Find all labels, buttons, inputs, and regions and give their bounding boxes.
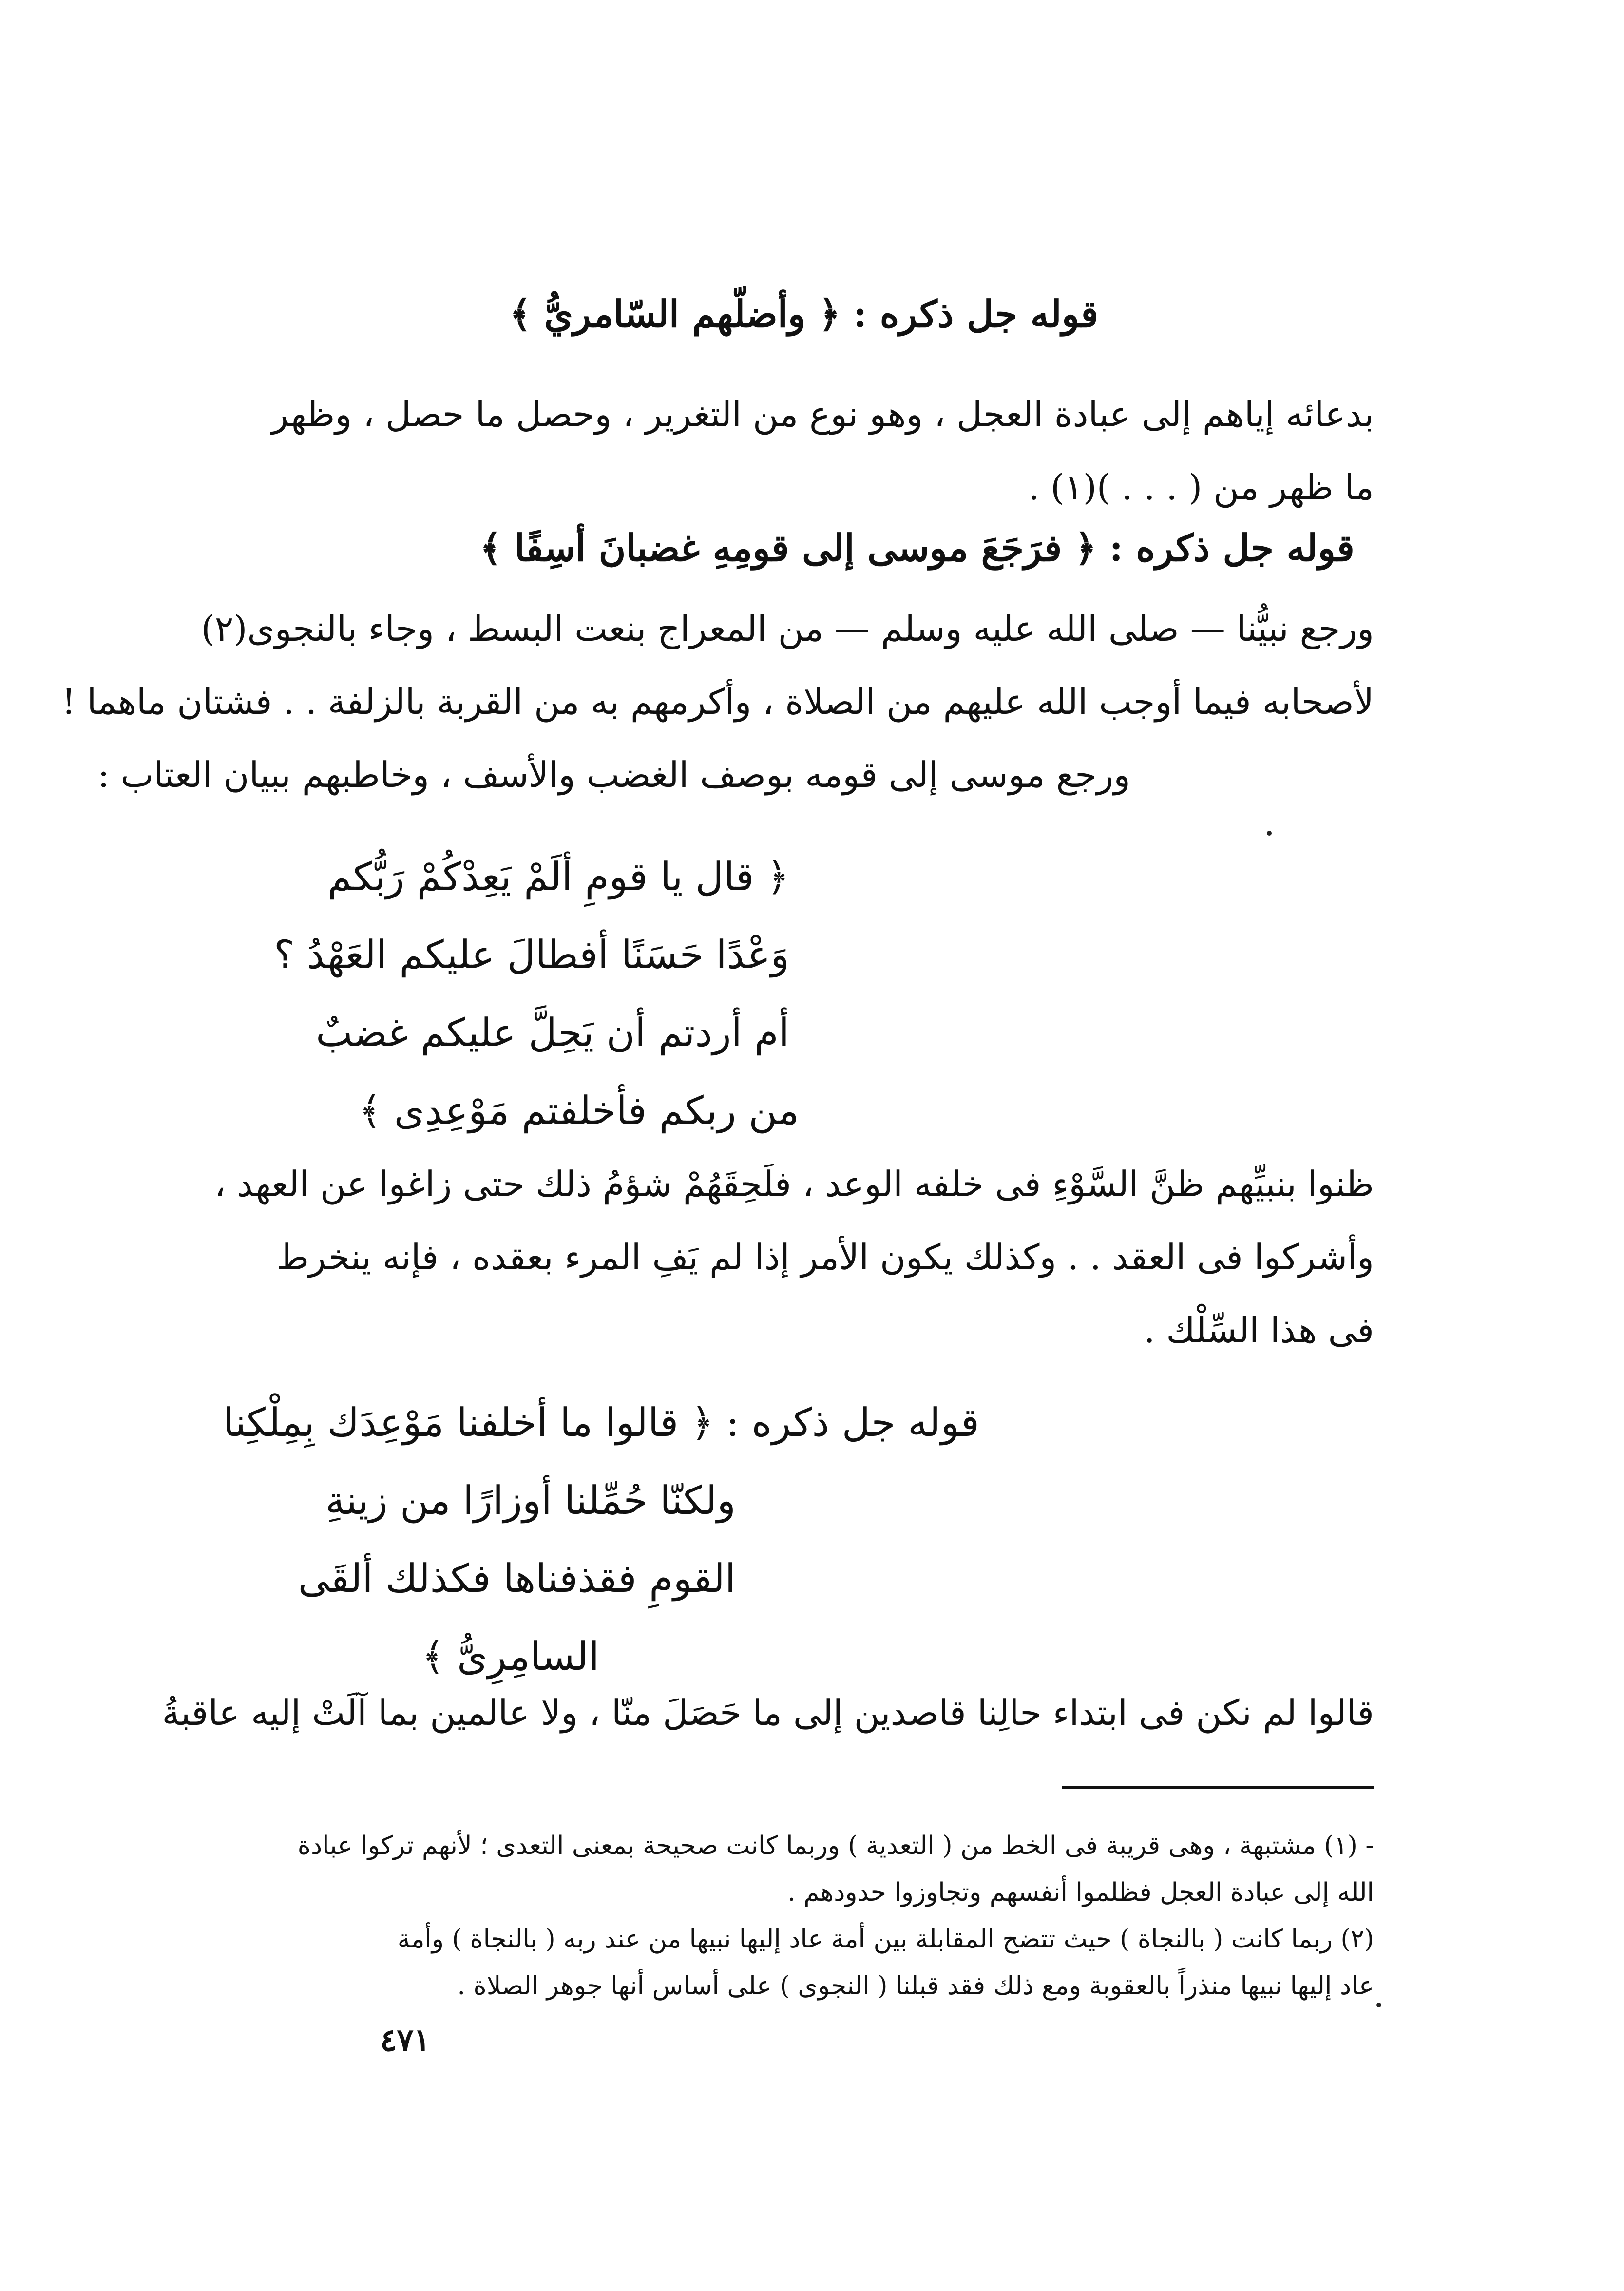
footnote-line-3: (٢) ربما كانت ( بالنجاة ) حيث تتضح المقابلة بين أمة عاد إليها نبيها من عند ربه ( بالنجاة ) وأمة (397, 1925, 1374, 1954)
paragraph-1 (271, 378, 1374, 524)
paragraph-3-line-1: ظنوا بنبيِّهم ظنَّ السَّوْءِ فى خلفه الوعد ، فلَحِقَهُمْ شؤمُ ذلك حتى زاغوا عن العهد ، (214, 1164, 1374, 1204)
paragraph-2-line-3: ورجع موسى إلى قومه بوصف الغضب والأسف ، وخاطبهم ببيان العتاب : (97, 754, 1130, 795)
paragraph-1-line-2: ما ظهر من ( . . . )(١) . (1028, 467, 1374, 508)
verse-1-line-2: وَعْدًا حَسَنًا أفطالَ عليكم العَهْدُ ؟ (274, 932, 789, 977)
footnote-line-2: الله إلى عبادة العجل فظلموا أنفسهم وتجاوزوا حدودهم . (787, 1878, 1374, 1907)
verse-heading-1: قوله جل ذكره : ﴿ وأضلّهم السّامريُّ ﴾ (509, 292, 1099, 336)
paragraph-3 (214, 1147, 1374, 1367)
page-number: ٤٧١ (380, 2022, 431, 2059)
paragraph-2-line-1: ورجع نبيُّنا — صلى الله عليه وسلم — من المعراج بنعت البسط ، وجاء بالنجوى(٢) (201, 608, 1374, 649)
verse-2-line-1: ولكنّا حُمِّلنا أوزارًا من زينةِ (325, 1478, 736, 1523)
scan-speck (1376, 2003, 1381, 2007)
verse-1-line-3: أم أردتم أن يَحِلَّ عليكم غضبٌ (316, 1010, 789, 1055)
paragraph-4-line-1: قالوا لم نكن فى ابتداء حالِنا قاصدين إلى ما حَصَلَ منّا ، ولا عالمين بما آلَتْ إليه عاقبةُ (162, 1692, 1374, 1733)
verse-1-line-1: ﴿ قال يا قومِ ألَمْ يَعِدْكُمْ رَبُّكم (327, 854, 789, 899)
footnote-line-4: عاد إليها نبيها منذراً بالعقوبة ومع ذلك فقد قبلنا ( النجوى ) على أساس أنها جوهر الصلاة . (457, 1971, 1374, 2001)
footnote-divider (1062, 1786, 1374, 1789)
paragraph-2-line-2: لأصحابه فيما أوجب الله عليهم من الصلاة ، وأكرمهم به من القربة بالزلفة . . فشتان ماهما ! (61, 681, 1374, 722)
paragraph-2 (61, 592, 1374, 811)
quran-verse-1 (274, 838, 1413, 1150)
paragraph-3-line-3: فى هذا السِّلْك . (1144, 1310, 1374, 1351)
verse-1-line-4: من ربكم فأخلفتم مَوْعِدِى ﴾ (359, 1088, 799, 1133)
paragraph-3-line-2: وأشركوا فى العقد . . وكذلك يكون الأمر إذا لم يَفِ المرء بعقده ، فإنه ينخرط (276, 1237, 1374, 1278)
verse-heading-2: قوله جل ذكره : ﴿ فرَجَعَ موسى إلى قومِهِ غضبانَ أسِفًا ﴾ (479, 526, 1355, 570)
paragraph-1-line-1: بدعائه إياهم إلى عبادة العجل ، وهو نوع من التغرير ، وحصل ما حصل ، وظهر (271, 394, 1374, 435)
footnote-line-1: - (١) مشتبهة ، وهى قريبة فى الخط من ( التعدية ) وربما كانت صحيحة بمعنى التعدى ؛ لأنهم تركوا عبادة (297, 1831, 1374, 1860)
scan-speck (1267, 831, 1272, 836)
quran-verse-2 (298, 1462, 736, 1696)
paragraph-4 (162, 1676, 1374, 1749)
verse-2-line-3: السامِرِىُّ ﴾ (421, 1634, 599, 1679)
verse-heading-3: قوله جل ذكره : ﴿ قالوا ما أخلفنا مَوْعِدَك بِمِلْكِنا (223, 1400, 979, 1445)
verse-2-line-2: القومِ فقذفناها فكذلك ألقَى (298, 1556, 736, 1601)
